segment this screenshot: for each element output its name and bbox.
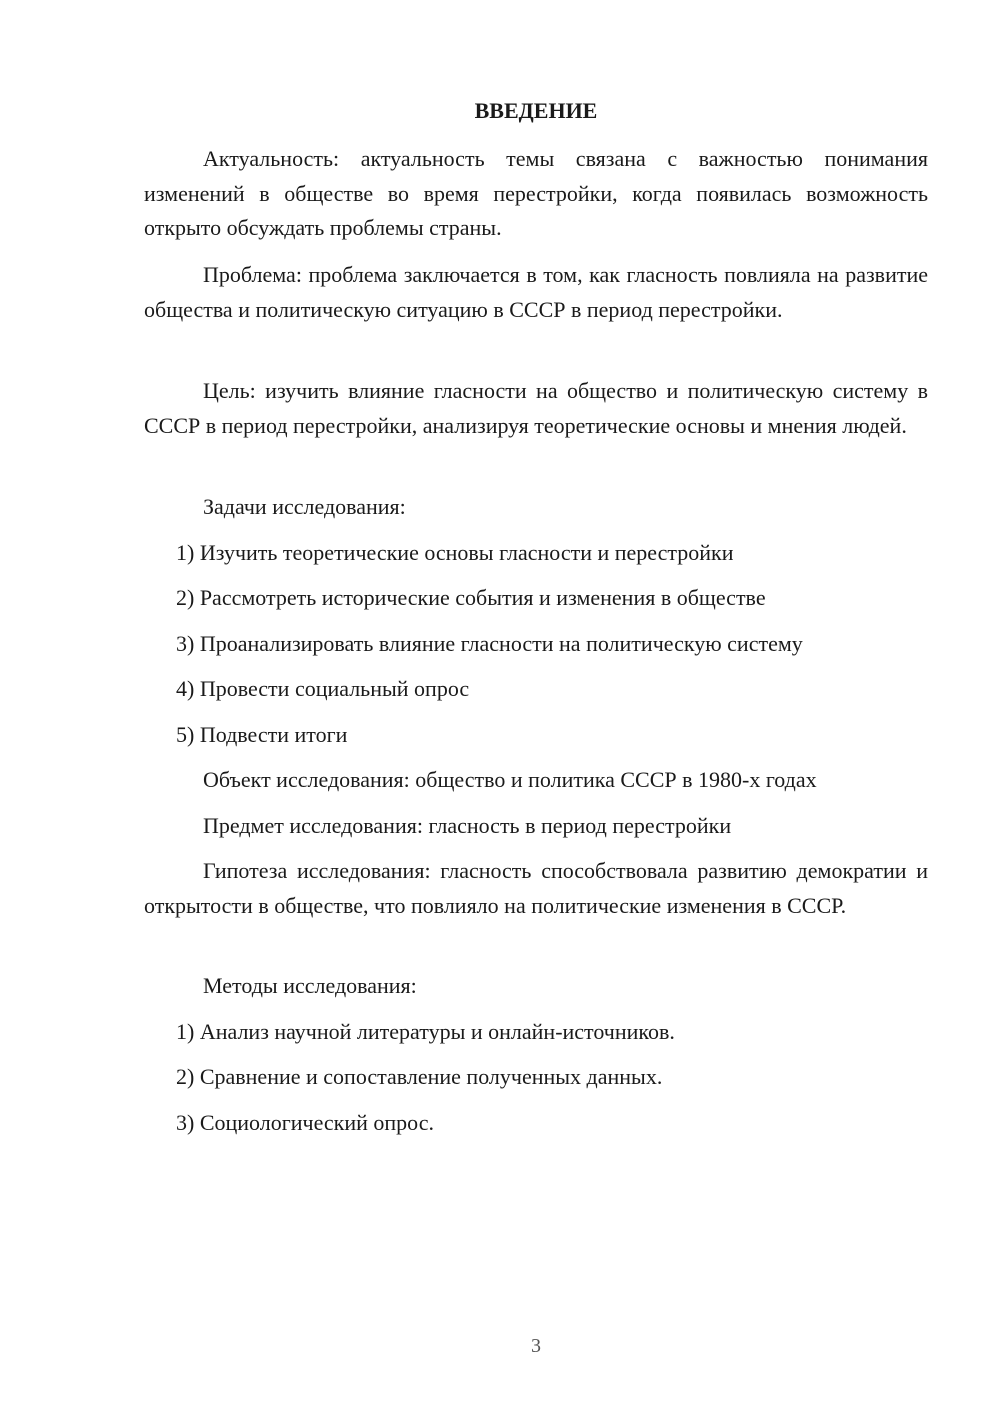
problem-text: Проблема: проблема заключается в том, как гласность повлияла на развитие общества и политическую ситуацию в СССР в период перестройки. xyxy=(144,262,928,322)
object-paragraph xyxy=(144,763,928,798)
list-item: 2) Сравнение и сопоставление полученных данных. xyxy=(176,1064,663,1089)
task-item-5 xyxy=(144,718,928,753)
tasks-title: Задачи исследования: xyxy=(203,494,406,519)
task-item-1 xyxy=(144,536,928,571)
subject-text: Предмет исследования: гласность в период перестройки xyxy=(203,813,732,838)
list-item: 3) Проанализировать влияние гласности на политическую систему xyxy=(176,631,803,656)
section-heading: ВВЕДЕНИЕ xyxy=(474,98,598,123)
goal-text: Цель: изучить влияние гласности на общество и политическую систему в СССР в период перестройки, анализируя теоретические основы и мнения людей. xyxy=(144,378,928,438)
task-item-3 xyxy=(144,627,928,662)
method-item-1 xyxy=(144,1015,928,1050)
object-text: Объект исследования: общество и политика СССР в 1980-х годах xyxy=(203,767,817,792)
list-item: 2) Рассмотреть исторические события и изменения в обществе xyxy=(176,585,766,610)
task-item-2 xyxy=(144,581,928,616)
problem-paragraph xyxy=(144,258,928,327)
task-item-4 xyxy=(144,672,928,707)
list-item: 1) Изучить теоретические основы гласности и перестройки xyxy=(176,540,734,565)
methods-title-paragraph xyxy=(144,969,928,1004)
list-item: 3) Социологический опрос. xyxy=(176,1110,434,1135)
tasks-title-paragraph xyxy=(144,490,928,525)
hypothesis-text: Гипотеза исследования: гласность способствовала развитию демократии и открытости в обществе, что повлияло на политические изменения в СССР. xyxy=(144,858,928,918)
page-number: 3 xyxy=(531,1335,541,1357)
relevance-paragraph xyxy=(144,142,928,246)
relevance-text: Актуальность: актуальность темы связана с важностью понимания изменений в обществе во время перестройки, когда появилась возможность открыто обсуждать проблемы страны. xyxy=(144,146,928,240)
list-item: 1) Анализ научной литературы и онлайн-источников. xyxy=(176,1019,675,1044)
list-item: 4) Провести социальный опрос xyxy=(176,676,470,701)
hypothesis-paragraph xyxy=(144,854,928,923)
list-item: 5) Подвести итоги xyxy=(176,722,348,747)
method-item-2 xyxy=(144,1060,928,1095)
subject-paragraph xyxy=(144,809,928,844)
methods-title: Методы исследования: xyxy=(203,973,417,998)
goal-paragraph xyxy=(144,374,928,443)
method-item-3 xyxy=(144,1106,928,1141)
